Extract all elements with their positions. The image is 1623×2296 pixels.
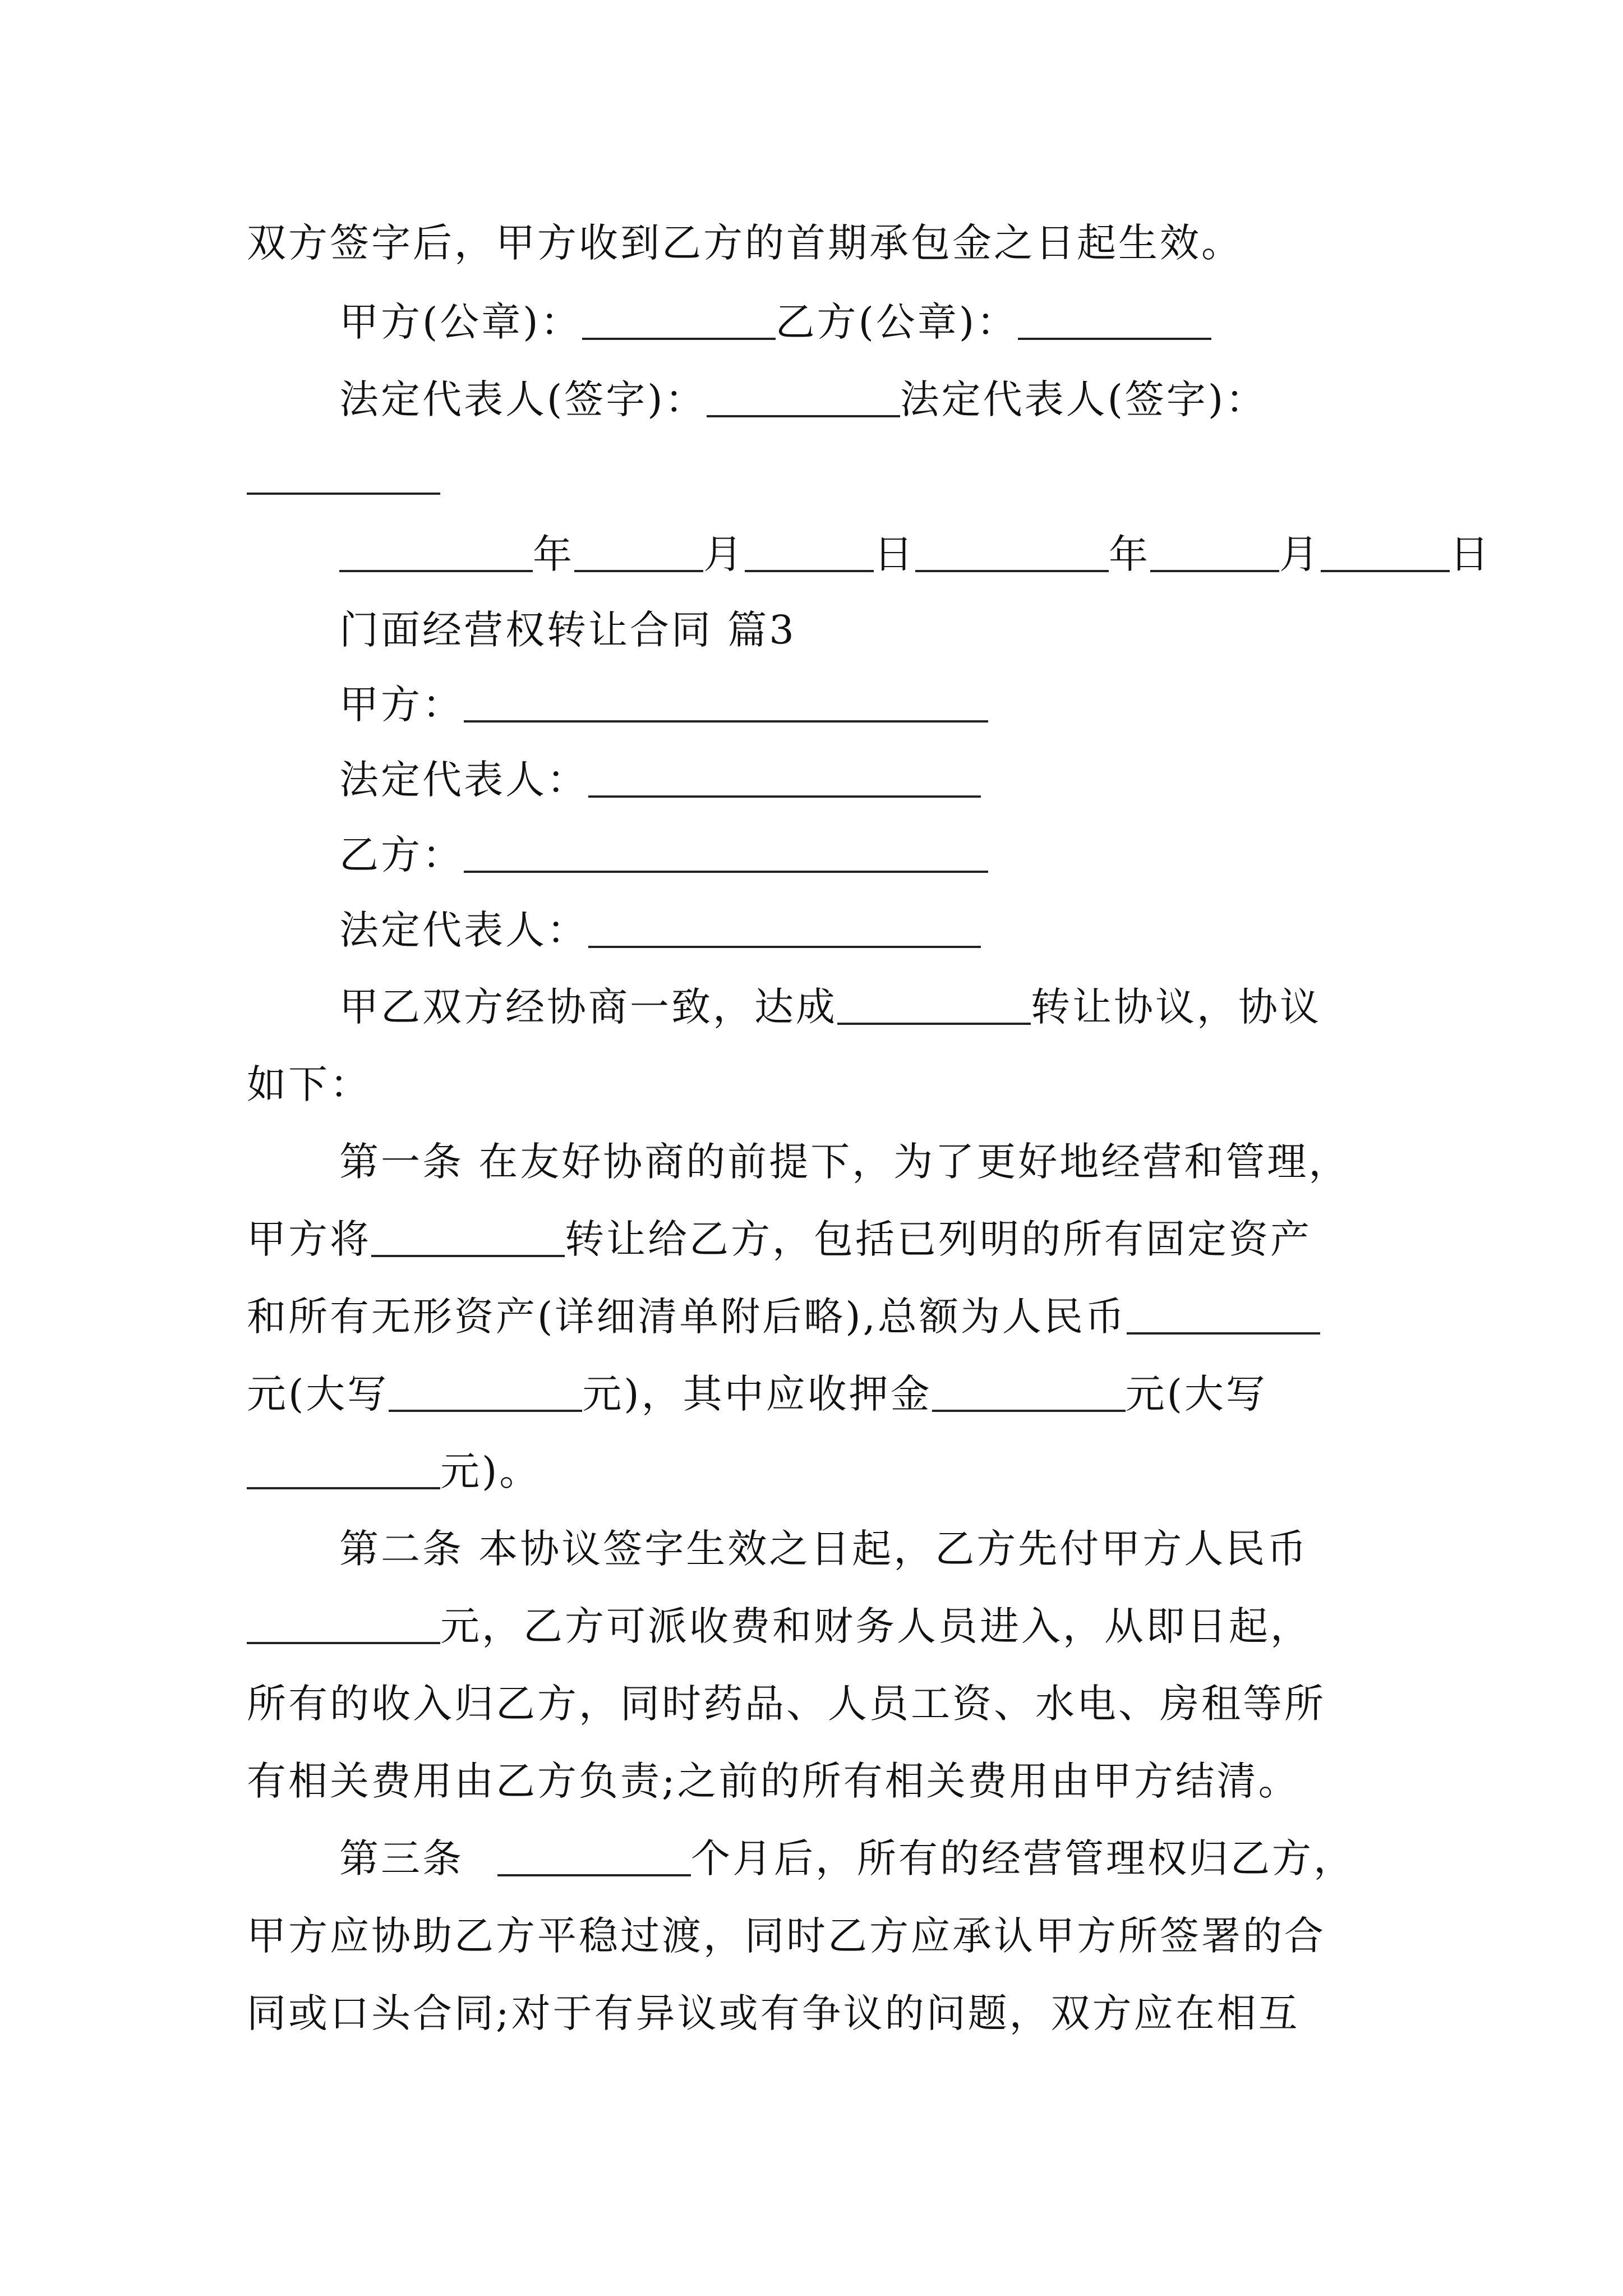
text-span: 元)，其中应收押金 (582, 1371, 932, 1417)
blank-line (1018, 293, 1211, 340)
blank-line (371, 1210, 565, 1257)
text-span: 转让给乙方，包括已列明的所有固定资产 (565, 1216, 1312, 1262)
blank-line (497, 1829, 691, 1876)
blank-line (574, 525, 703, 572)
party-b-seal-label: 乙方(公章)： (775, 299, 1018, 345)
text-span: 甲方将 (247, 1216, 371, 1262)
article-1-line-4 (247, 1355, 1267, 1433)
intro-line-2 (247, 1045, 371, 1124)
party-b-line (339, 816, 988, 894)
text-span: 同或口头合同;对于有异议或有争议的问题，双方应在相互 (247, 1990, 1300, 2036)
article-3-line-2 (247, 1897, 1326, 1975)
blank-line (582, 293, 776, 340)
blank-line (1150, 525, 1279, 572)
article-1-line-2 (247, 1200, 1312, 1278)
blank-line (745, 525, 874, 572)
article-2-line-3 (247, 1664, 1326, 1743)
blank-line (588, 901, 981, 948)
party-a-rep-sign-label: 法定代表人(签字)： (339, 376, 707, 422)
blank-line (247, 1597, 440, 1644)
blank-line (389, 1365, 582, 1412)
party-a-label: 甲方： (339, 682, 464, 728)
section-title (339, 591, 796, 669)
article-2-line-2 (247, 1587, 1312, 1665)
text-line (247, 204, 1243, 282)
text-span: 甲方应协助乙方平稳过渡，同时乙方应承认甲方所签署的合 (247, 1913, 1326, 1959)
blank-line (247, 1442, 440, 1489)
blank-line (915, 525, 1109, 572)
blank-line (339, 525, 533, 572)
article-1-line-1 (339, 1122, 1350, 1201)
text-span: 元，乙方可派收费和财务人员进入，从即日起， (440, 1603, 1312, 1649)
blank-line (707, 370, 900, 417)
text-span: 第一条 在友好协商的前提下，为了更好地经营和管理， (339, 1139, 1350, 1185)
text-span: 个月后，所有的经营管理权归乙方， (691, 1835, 1355, 1881)
date-day-label: 日 (874, 531, 915, 577)
blank-only-line (247, 438, 440, 516)
blank-line (464, 826, 988, 873)
text-span: 转让协议，协议 (1031, 984, 1321, 1030)
date-month-label: 月 (1279, 531, 1321, 577)
party-a-rep-line (339, 740, 981, 819)
text-span: 和所有无形资产(详细清单附后略),总额为人民币 (247, 1294, 1127, 1340)
text-span: 元)。 (440, 1448, 541, 1494)
party-b-rep-label: 法定代表人： (339, 907, 588, 953)
date-year-label: 年 (533, 531, 574, 577)
text-span: 第三条 (339, 1835, 464, 1881)
article-2-line-4 (247, 1742, 1300, 1820)
blank-line (588, 751, 981, 798)
text-span: 双方签字后，甲方收到乙方的首期承包金之日起生效。 (247, 220, 1243, 266)
blank-line (837, 978, 1031, 1025)
party-a-line (339, 665, 988, 744)
text-span: 有相关费用由乙方负责;之前的所有相关费用由甲方结清。 (247, 1758, 1300, 1804)
party-a-rep-label: 法定代表人： (339, 757, 588, 803)
article-3-line-3 (247, 1974, 1300, 2053)
text-span: 所有的收入归乙方，同时药品、人员工资、水电、房租等所 (247, 1681, 1326, 1727)
party-b-label: 乙方： (339, 832, 464, 878)
date-line (339, 515, 1491, 593)
signature-seal-line (339, 283, 1211, 361)
blank-line (932, 1365, 1126, 1412)
text-span: 元(大写 (247, 1371, 389, 1417)
party-a-seal-label: 甲方(公章)： (339, 299, 582, 345)
text-span: 元(大写 (1125, 1371, 1267, 1417)
text-span: 第二条 本协议签字生效之日起，乙方先付甲方人民币 (339, 1526, 1309, 1572)
article-2-line-1 (339, 1510, 1308, 1588)
blank-line (464, 675, 988, 723)
article-1-line-3 (247, 1277, 1320, 1356)
date-month-label: 月 (703, 531, 745, 577)
party-b-rep-sign-label: 法定代表人(签字)： (900, 376, 1267, 422)
article-1-line-5 (247, 1432, 541, 1511)
blank-line (1321, 525, 1450, 572)
blank-line (1127, 1287, 1320, 1335)
intro-line (339, 968, 1321, 1046)
date-year-label: 年 (1109, 531, 1150, 577)
text-span: 甲乙双方经协商一致，达成 (339, 984, 837, 1030)
party-b-rep-line (339, 891, 981, 969)
section-title-text: 门面经营权转让合同 篇3 (339, 607, 796, 653)
blank-line (247, 448, 440, 495)
signature-rep-line (339, 360, 1267, 439)
date-day-label: 日 (1450, 531, 1491, 577)
article-3-line-1 (339, 1819, 1355, 1898)
text-span: 如下： (247, 1061, 371, 1107)
